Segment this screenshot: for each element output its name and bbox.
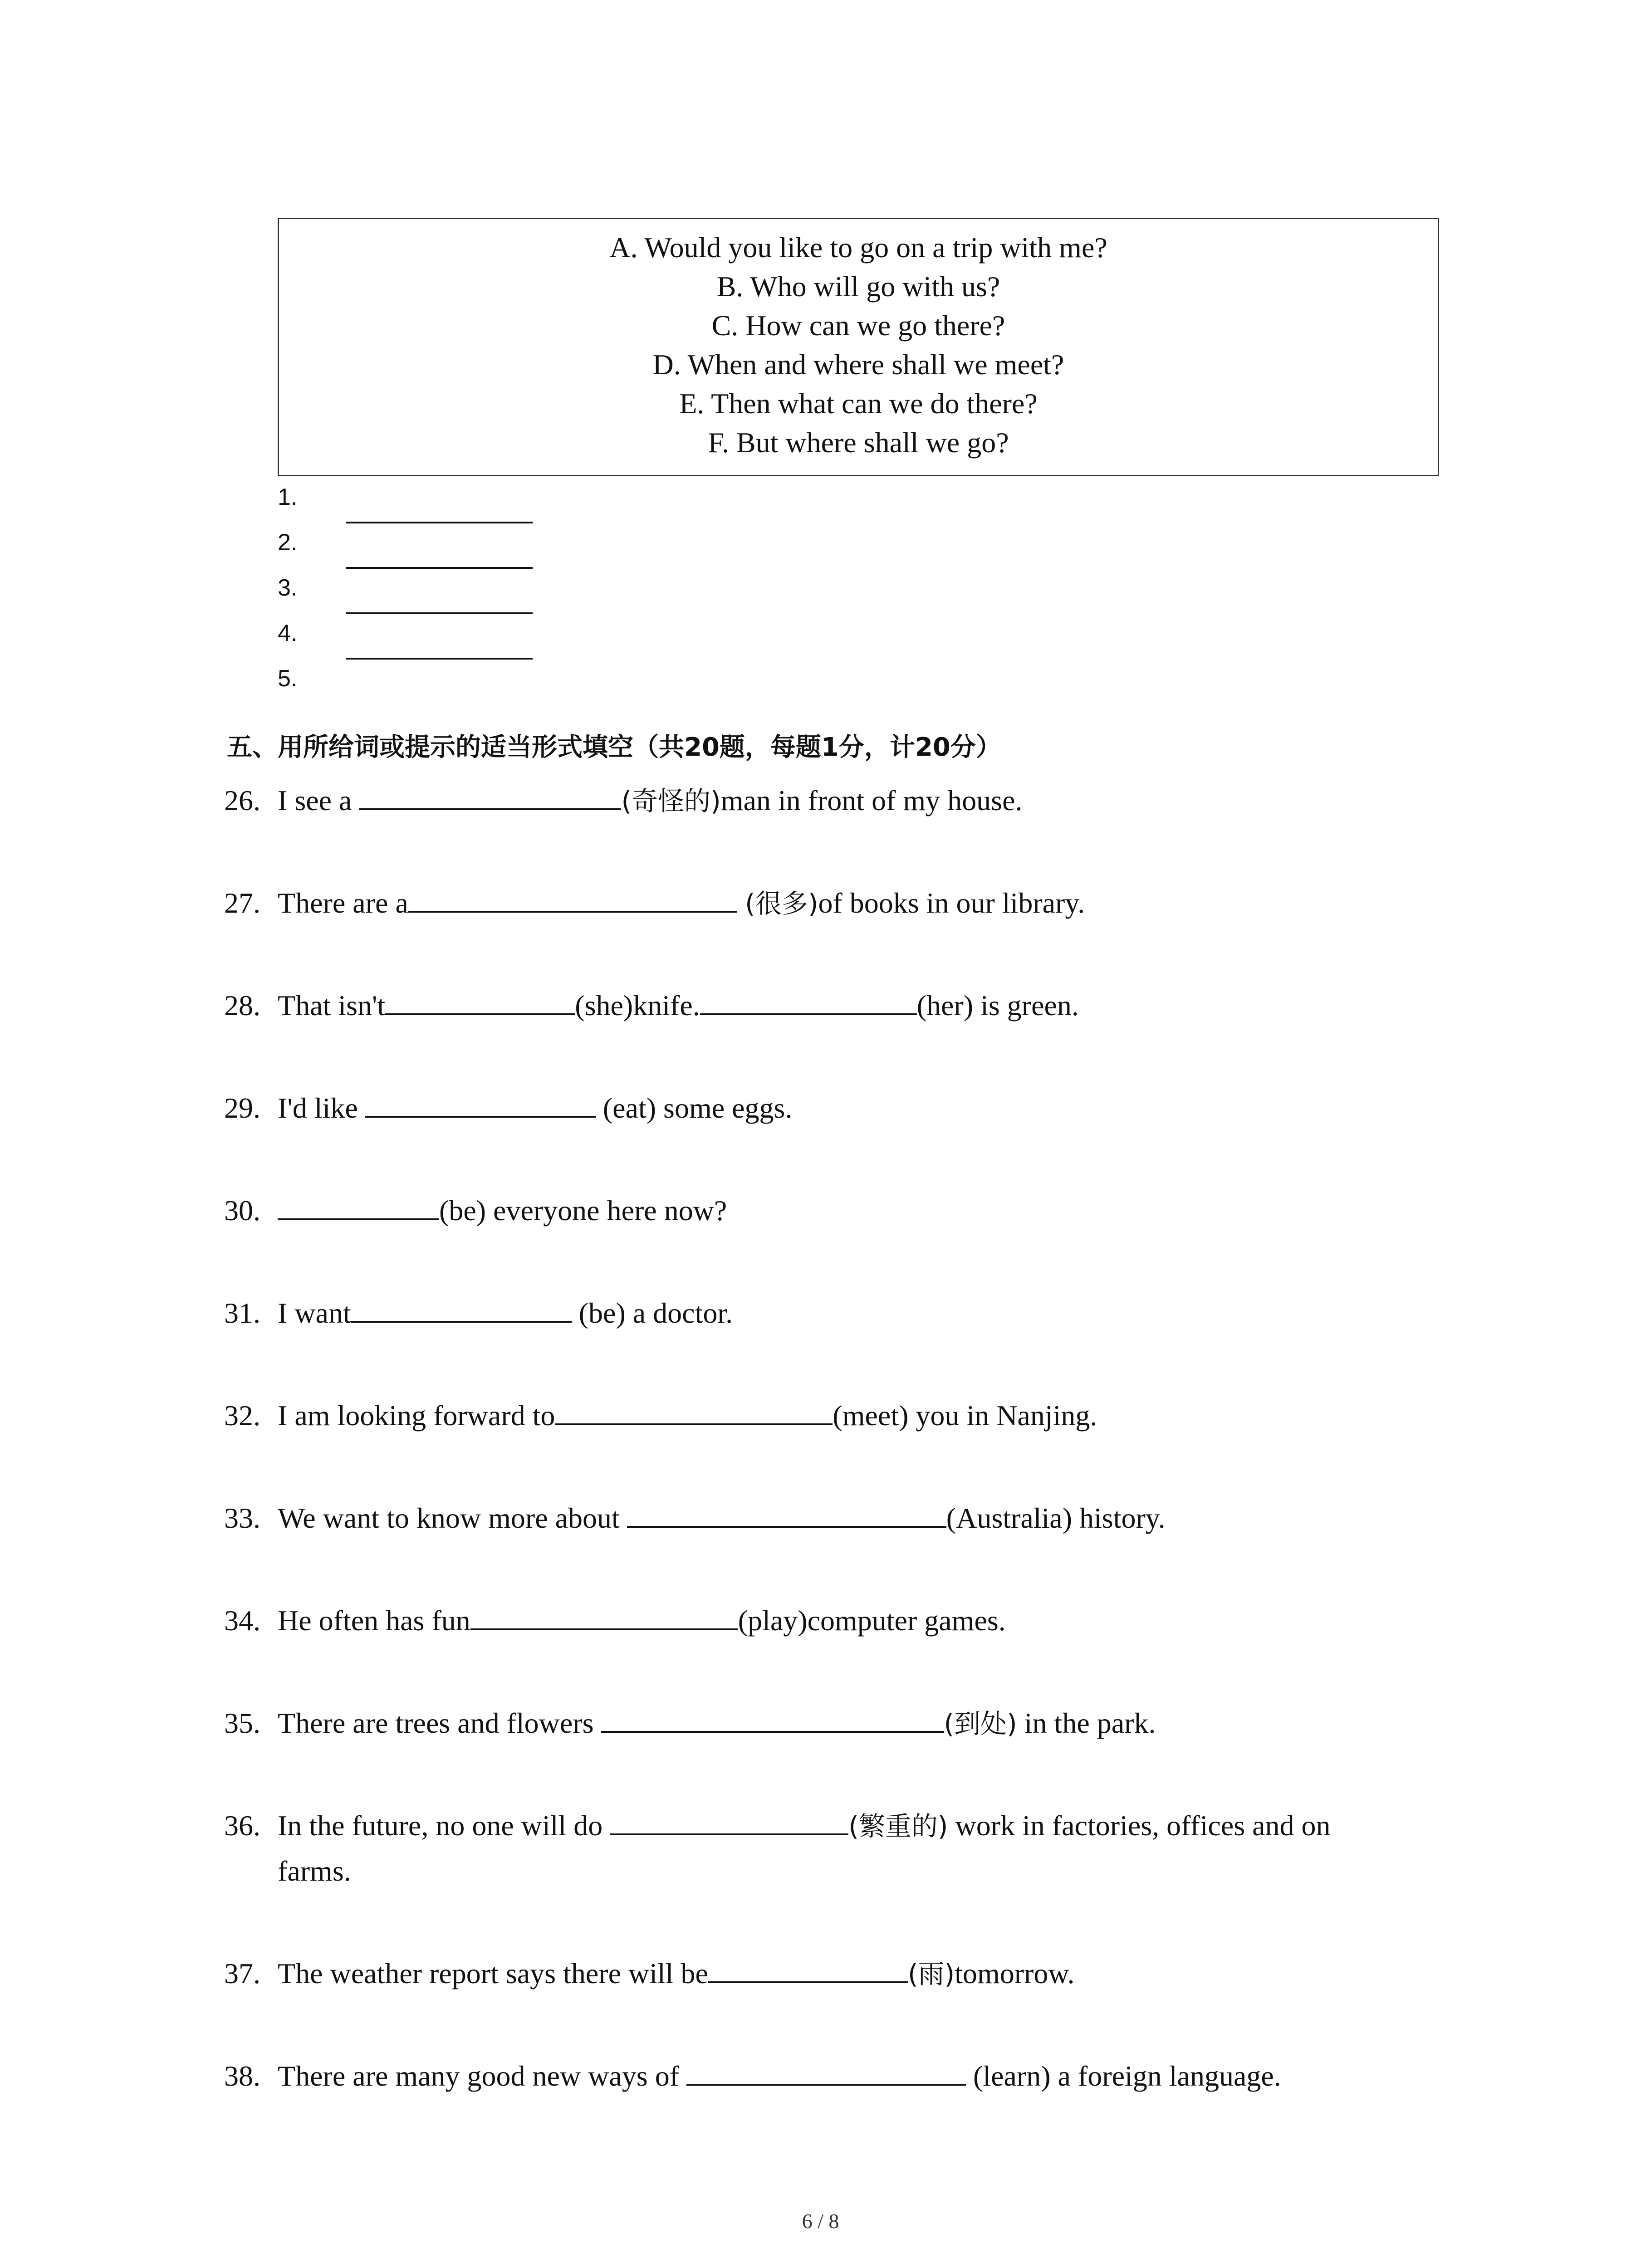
question-number: 27. <box>224 887 260 919</box>
fill-blank[interactable] <box>359 781 621 810</box>
question-36-continuation: farms. <box>278 1855 351 1887</box>
answer-number: 3. <box>278 575 298 601</box>
answer-blank[interactable] <box>346 612 533 614</box>
option-c: C. How can we go there? <box>711 309 1005 342</box>
question-text: in the park. <box>1017 1707 1156 1739</box>
fill-blank[interactable] <box>708 1954 908 1983</box>
question-text: There are trees and flowers <box>278 1707 601 1739</box>
question-hint: (到处) <box>944 1708 1017 1739</box>
question-number: 32. <box>224 1399 260 1432</box>
answer-number: 4. <box>278 620 298 646</box>
fill-blank[interactable] <box>610 1806 848 1835</box>
question-34 <box>224 1600 1006 1641</box>
question-36 <box>224 1805 1331 1847</box>
question-number: 38. <box>224 2060 260 2092</box>
question-number: 31. <box>224 1297 260 1329</box>
question-text: There are a <box>278 887 408 919</box>
question-hint: (play)computer games. <box>738 1604 1006 1637</box>
question-hint: (be) a doctor. <box>571 1297 733 1329</box>
fill-blank[interactable] <box>365 1089 596 1118</box>
question-text: work in factories, offices and on <box>948 1809 1331 1842</box>
question-number: 30. <box>224 1194 260 1227</box>
answer-number: 2. <box>278 529 298 556</box>
question-text: I am looking forward to <box>278 1399 555 1432</box>
option-d: D. When and where shall we meet? <box>652 348 1064 381</box>
question-32 <box>224 1395 1097 1436</box>
question-hint: (learn) a foreign language. <box>966 2060 1281 2092</box>
question-number: 28. <box>224 989 260 1022</box>
question-text: That isn't <box>278 989 386 1022</box>
question-number: 35. <box>224 1707 260 1739</box>
question-hint: (eat) some eggs. <box>595 1092 793 1124</box>
option-b: B. Who will go with us? <box>716 270 1000 303</box>
question-text: man in front of my house. <box>720 784 1023 816</box>
question-text: In the future, no one will do <box>278 1809 610 1842</box>
question-hint: (很多) <box>736 888 818 919</box>
section-title: 五、用所给词或提示的适当形式填空（共20题，每题1分，计20分） <box>227 733 1001 762</box>
question-number: 36. <box>224 1809 260 1842</box>
answer-blank[interactable] <box>346 522 533 523</box>
question-number: 34. <box>224 1604 260 1637</box>
question-text: The weather report says there will be <box>278 1957 708 1989</box>
answer-number: 1. <box>278 484 298 510</box>
question-text: He often has fun <box>278 1604 470 1637</box>
question-30 <box>224 1190 727 1231</box>
answer-blank[interactable] <box>346 567 533 569</box>
question-hint: (she)knife. <box>575 989 700 1022</box>
fill-blank[interactable] <box>470 1601 738 1630</box>
options-box <box>278 218 1439 476</box>
question-hint: (Australia) history. <box>946 1502 1166 1534</box>
question-text: I want <box>278 1297 351 1329</box>
question-31 <box>224 1293 733 1334</box>
question-27 <box>224 883 1085 924</box>
question-number: 33. <box>224 1502 260 1534</box>
option-e: E. Then what can we do there? <box>679 387 1038 420</box>
fill-blank[interactable] <box>278 1191 439 1220</box>
question-hint: (奇怪的) <box>621 786 721 816</box>
question-text: tomorrow. <box>955 1957 1075 1989</box>
fill-blank[interactable] <box>686 2057 966 2086</box>
answer-blank[interactable] <box>346 658 533 660</box>
question-number: 29. <box>224 1092 260 1124</box>
question-text: There are many good new ways of <box>278 2060 686 2092</box>
question-37 <box>224 1953 1074 1994</box>
fill-blank[interactable] <box>601 1704 944 1733</box>
fill-blank[interactable] <box>555 1396 833 1425</box>
fill-blank[interactable] <box>408 884 737 913</box>
question-hint: (繁重的) <box>848 1811 948 1842</box>
question-number: 37. <box>224 1957 260 1989</box>
question-text: (her) is green. <box>916 989 1079 1022</box>
question-hint: (雨) <box>907 1959 955 1989</box>
fill-blank[interactable] <box>385 986 575 1015</box>
question-33 <box>224 1498 1166 1539</box>
question-text: We want to know more about <box>278 1502 627 1534</box>
question-text: I see a <box>278 784 359 816</box>
question-29 <box>224 1088 792 1129</box>
question-26 <box>224 780 1022 821</box>
option-f: F. But where shall we go? <box>708 426 1009 459</box>
question-28 <box>224 985 1079 1026</box>
answer-number: 5. <box>278 665 298 692</box>
question-35 <box>224 1703 1156 1744</box>
fill-blank[interactable] <box>351 1294 572 1323</box>
question-number: 26. <box>224 784 260 816</box>
question-text: I'd like <box>278 1092 365 1124</box>
fill-blank[interactable] <box>700 986 917 1015</box>
option-a: A. Would you like to go on a trip with me? <box>609 231 1107 264</box>
fill-blank[interactable] <box>627 1499 946 1528</box>
question-text: of books in our library. <box>818 887 1085 919</box>
question-38 <box>224 2056 1281 2097</box>
question-hint: (be) everyone here now? <box>439 1194 727 1227</box>
question-hint: (meet) you in Nanjing. <box>833 1399 1097 1432</box>
page-number: 6 / 8 <box>802 2209 839 2233</box>
